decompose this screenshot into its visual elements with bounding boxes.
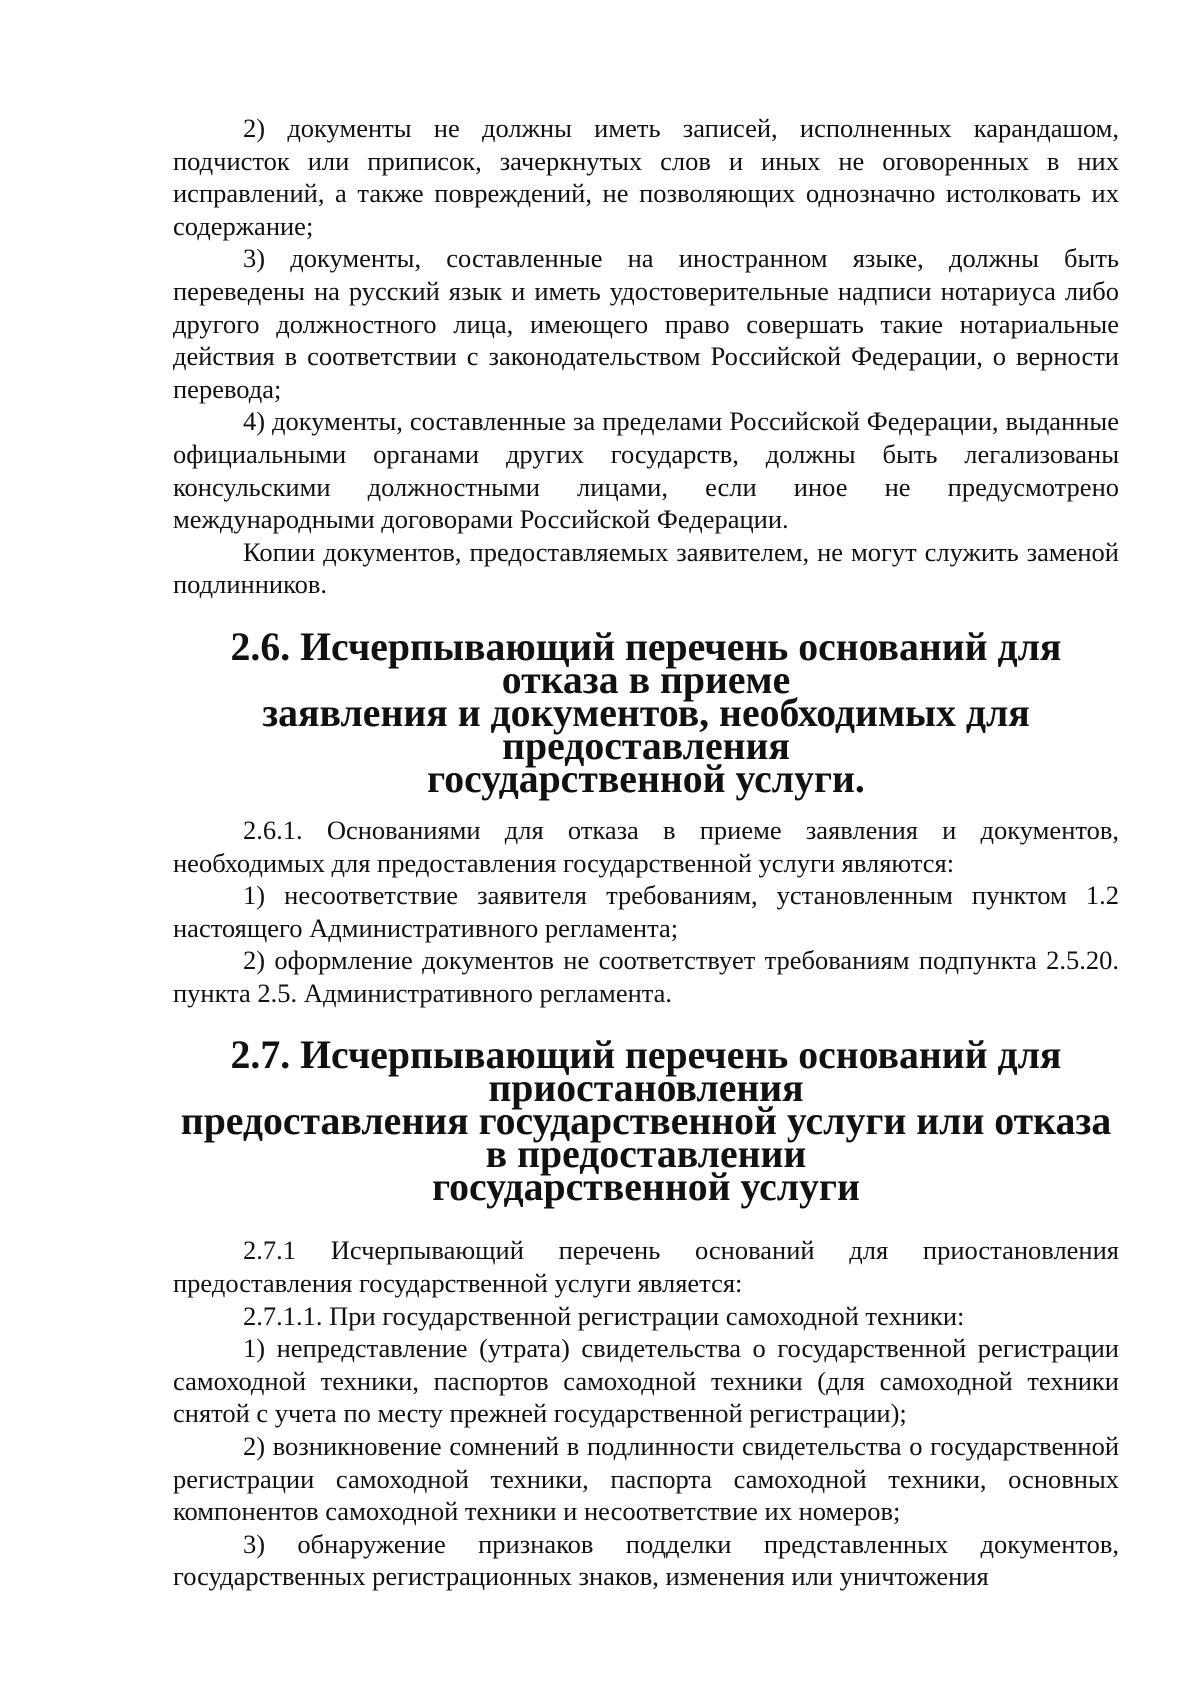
paragraph-2-7-1-1-item-2: 2) возникновение сомнений в подлинности свидетельства о государственной регистрации самоходной техники, паспорта самоходной техники, основных компонентов самоходной техники и несоответствие их номеров;: [173, 1431, 1119, 1527]
section-heading-2-6: [173, 624, 1119, 801]
heading-line: 2.6. Исчерпывающий перечень оснований для отказа в приеме: [230, 624, 1062, 702]
paragraph-2-7-1-1-item-1: 1) непредставление (утрата) свидетельства о государственной регистрации самоходной техники, паспортов самоходной техники (для самоходной техники снятой с учета по месту прежней государственной регистрации);: [173, 1333, 1119, 1429]
heading-line: предоставления государственной услуги или отказа в предоставлении: [180, 1099, 1112, 1177]
paragraph-2-7-1: 2.7.1 Исчерпывающий перечень оснований для приостановления предоставления государственной услуги является:: [173, 1235, 1119, 1299]
heading-line: 2.7. Исчерпывающий перечень оснований для приостановления: [230, 1033, 1062, 1111]
paragraph-item-3: 3) документы, составленные на иностранном языке, должны быть переведены на русский язык и иметь удостоверительные надписи нотариуса либо другого должностного лица, имеющего право совершать такие нотариальные действия в соответствии с законодательством Российской Федерации, о верности перевода;: [173, 243, 1119, 404]
section-heading-2-7: [173, 1033, 1119, 1210]
paragraph-copies-note: Копии документов, предоставляемых заявителем, не могут служить заменой подлинников.: [173, 536, 1119, 600]
heading-line: заявления и документов, необходимых для предоставления: [262, 690, 1030, 768]
paragraph-2-7-1-1: 2.7.1.1. При государственной регистрации самоходной техники:: [243, 1300, 965, 1331]
heading-line: государственной услуги: [432, 1165, 860, 1210]
paragraph-2-6-1-item-1: 1) несоответствие заявителя требованиям, установленным пунктом 1.2 настоящего Административного регламента;: [173, 880, 1119, 943]
heading-line: государственной услуги.: [427, 756, 865, 801]
paragraph-2-6-1-item-2: 2) оформление документов не соответствует требованиям подпункта 2.5.20. пункта 2.5. Административного регламента.: [173, 945, 1119, 1008]
paragraph-item-2: 2) документы не должны иметь записей, исполненных карандашом, подчисток или приписок, зачеркнутых слов и иных не оговоренных в них исправлений, а также повреждений, не позволяющих однозначно истолковать их содержание;: [173, 113, 1119, 241]
document-body: [173, 112, 1119, 1593]
paragraph-2-7-1-1-item-3: 3) обнаружение признаков подделки представленных документов, государственных регистрационных знаков, изменения или уничтожения: [173, 1528, 1119, 1592]
paragraph-2-6-1: 2.6.1. Основаниями для отказа в приеме заявления и документов, необходимых для предоставления государственной услуги являются:: [173, 814, 1119, 878]
paragraph-item-4: 4) документы, составленные за пределами Российской Федерации, выданные официальными органами других государств, должны быть легализованы консульскими должностными лицами, если иное не предусмотрено международными договорами Российской Федерации.: [173, 406, 1119, 535]
